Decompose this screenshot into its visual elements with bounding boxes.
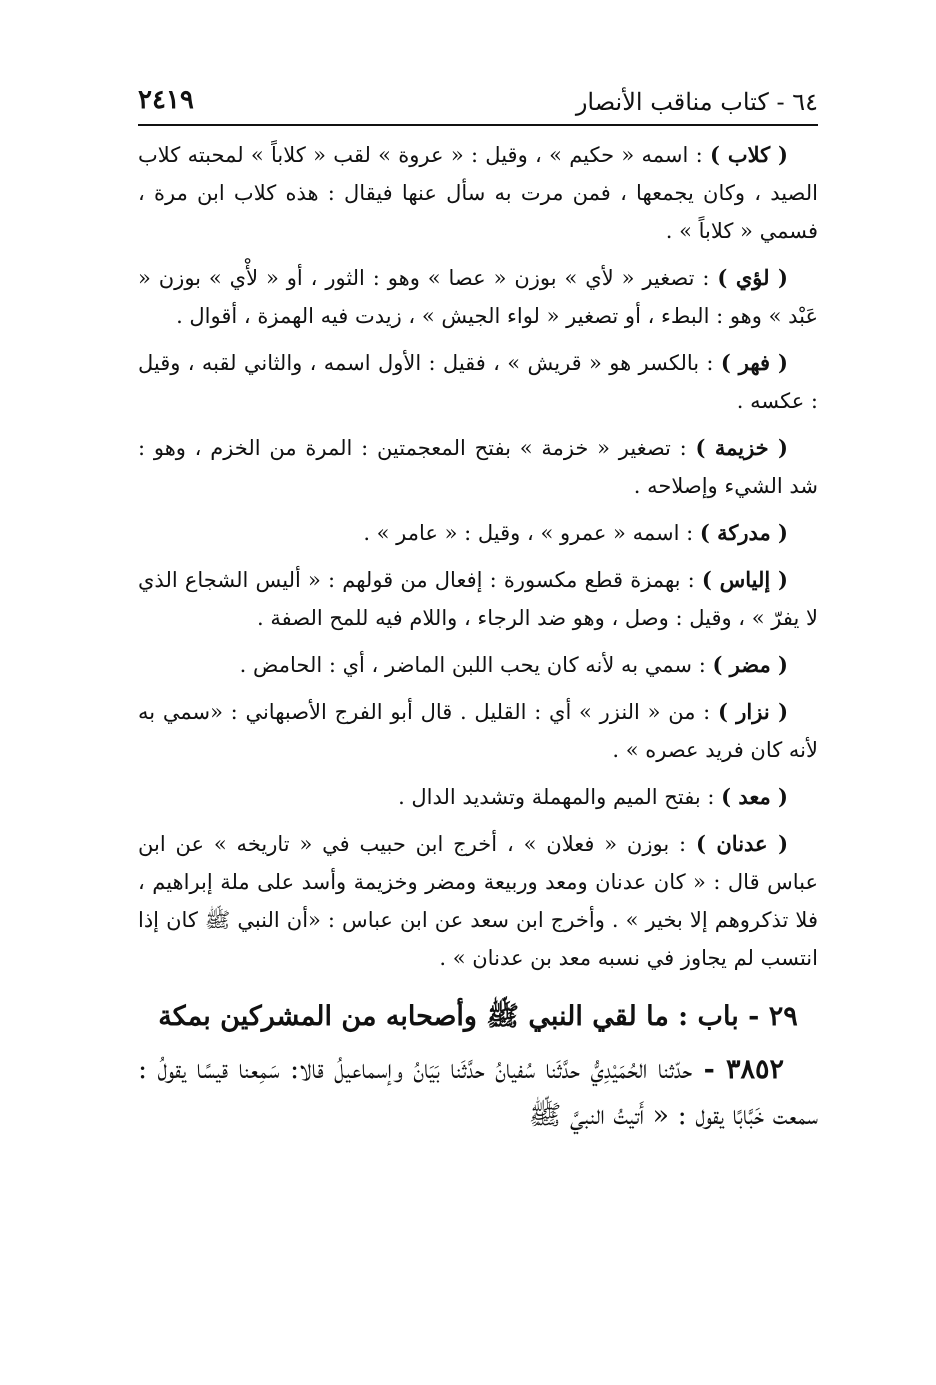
entry-luayy — [138, 259, 818, 335]
chapter-heading: ٢٩ - باب : ما لقي النبي ﷺ وأصحابه من المشركين بمكة — [158, 1001, 798, 1032]
hadith-paragraph — [138, 1047, 818, 1139]
header-rule — [138, 124, 818, 126]
entry-term: ( خزيمة ) — [695, 435, 788, 460]
entry-text: : بفتح الميم والمهملة وتشديد الدال . — [398, 785, 722, 809]
entry-adnan — [138, 825, 818, 977]
entry-mudar — [138, 646, 818, 684]
entry-kilab — [138, 136, 818, 250]
entry-term: ( معد ) — [721, 784, 788, 809]
hadith-number: ٣٨٥٢ - — [692, 1054, 784, 1085]
entry-text: : بهمزة قطع مكسورة : إفعال من قولهم : « أليس الشجاع الذي لا يفرّ » ، وقيل : وصل ، وهو ضد الرجاء ، واللام فيه للمح الصفة . — [138, 568, 818, 630]
entry-text: : بالكسر هو « قريش » ، فقيل : الأول اسمه ، والثاني لقبه ، وقيل : عكسه . — [138, 351, 818, 413]
entry-nizar — [138, 693, 818, 769]
entry-maadd — [138, 778, 818, 816]
entry-text: : تصغير « لأي » بوزن « عصا » وهو : الثور ، أو « لأْي » بوزن « عَبْد » وهو : البطء ، أو تصغير « لواء الجيش » ، زيدت فيه الهمزة ، أقوال . — [138, 266, 818, 328]
entry-mudrika — [138, 514, 818, 552]
entry-term: ( نزار ) — [717, 699, 788, 724]
entry-text: : تصغير « خزمة » بفتح المعجمتين : المرة من الخزم ، وهو : شد الشيء وإصلاحه . — [138, 436, 818, 498]
entry-term: ( إلياس ) — [701, 567, 788, 592]
entry-text: : اسمه « حكيم » ، وقيل : « عروة » لقب « كلاباً » لمحبته كلاب الصيد ، وكان يجمعها ، فمن مرت به سأل عنها فيقال : هذه كلاب ابن مرة ، فسمي « كلاباً » . — [138, 143, 818, 243]
entry-text: : اسمه « عمرو » ، وقيل : « عامر » . — [363, 521, 700, 545]
commentary-section — [138, 136, 818, 977]
entry-ilyas — [138, 561, 818, 637]
entry-term: ( لؤي ) — [717, 265, 788, 290]
entry-term: ( كلاب ) — [709, 142, 788, 167]
entry-text: : سمي به لأنه كان يحب اللبن الماضر ، أي : الحامض . — [239, 653, 713, 677]
entry-term: ( فهر ) — [720, 350, 788, 375]
entry-text: : من « النزر » أي : القليل . قال أبو الفرج الأصبهاني : «سمي به لأنه كان فريد عصره » . — [138, 700, 818, 762]
page-number: ٢٤١٩ — [138, 85, 194, 115]
entry-khuzayma — [138, 429, 818, 505]
hadith-text: حدّثنا الحُمَيْدِيُّ حدَّثَنا سُفيانُ حدَّثَنا بَيَانُ وإسماعيلُ قالا: سَمِعنا قيسًا يقولُ : سمعت خَبَّابًا يقول : « أَتيتُ النبيَّ ﷺ — [138, 1054, 818, 1131]
entry-term: ( مضر ) — [712, 652, 788, 677]
page-header — [138, 84, 818, 122]
entry-text: : بوزن « فعلان » ، أخرج ابن حبيب في « تاريخه » عن ابن عباس قال : « كان عدنان ومعد وربيعة ومضر وخزيمة وأسد على ملة إبراهيم ، فلا تذكروهم إلا بخير » . وأخرج ابن سعد عن ابن عباس : «أن النبي ﷺ كان إذا انتسب لم يجاوز في نسبه معد بن عدنان » . — [138, 832, 818, 970]
book-page — [138, 84, 818, 1139]
entry-term: ( مدركة ) — [699, 520, 788, 545]
entry-fihr — [138, 344, 818, 420]
entry-term: ( عدنان ) — [695, 831, 789, 856]
running-title: ٦٤ - كتاب مناقب الأنصار — [575, 88, 818, 116]
